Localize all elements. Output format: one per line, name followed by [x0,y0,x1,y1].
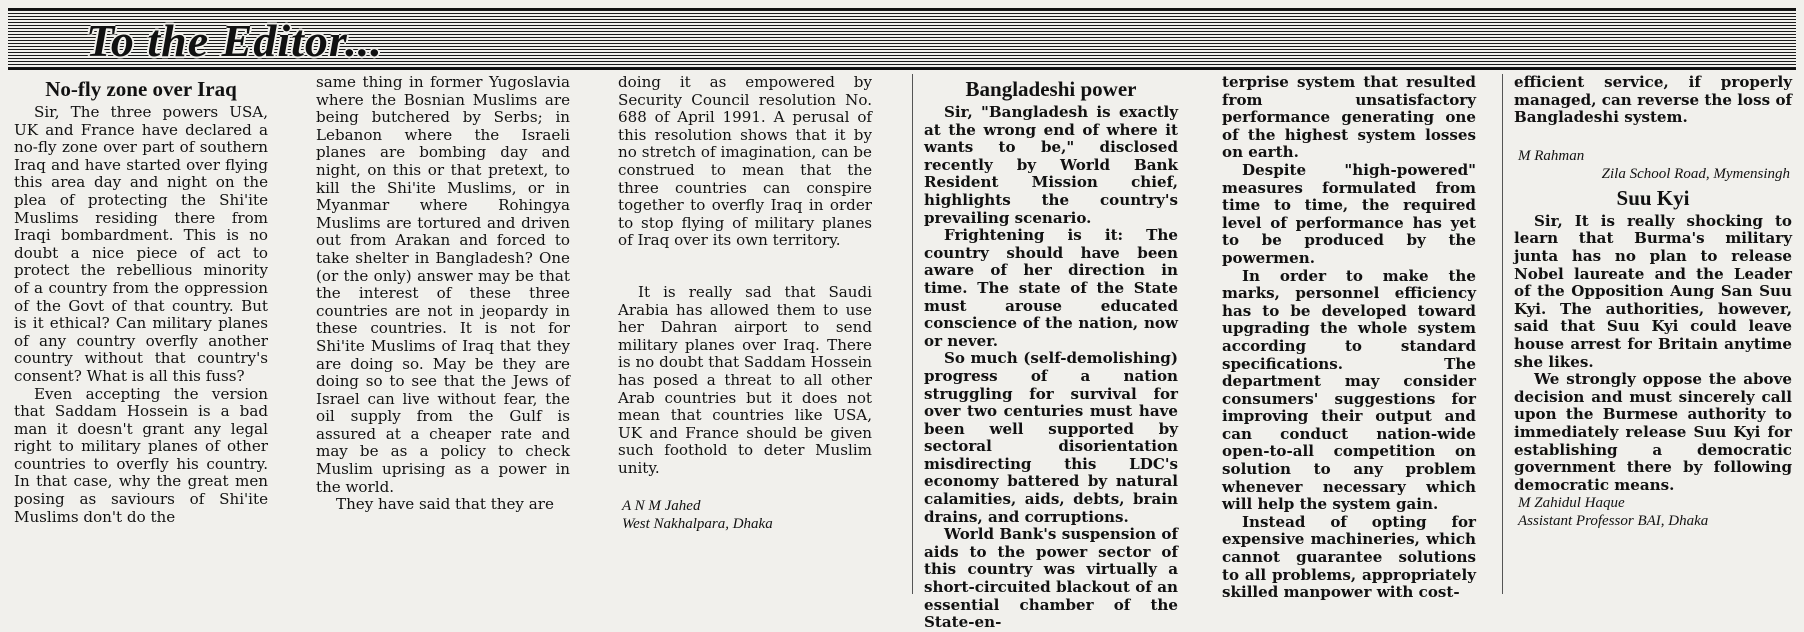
column-3 [612,74,878,606]
letter-paragraph: Sir, It is really shocking to learn that Burma's military junta has no plan to release Nobel laureate and the Leader of the Opposition Aung San Suu Kyi. The authorities, however, said that Suu Kyi could leave house arrest for Britain anytime she likes. [1514,211,1792,371]
signature-address: Assistant Professor BAI, Dhaka [1518,513,1709,530]
signature-name: M Zahidul Haque [1518,495,1625,512]
letter-paragraph: doing it as empowered by Security Council resolution No. 688 of April 1991. A perusal of this resolution shows that it by no stretch of imagination, can be construed to mean that the three countries can conspire together to overfly Iraq in order to stop flying of military planes of Iraq over its own territory. [618,73,872,250]
letter-paragraph: We strongly oppose the above decision and must sincerely call upon the Burmese authority to immediately release Suu Kyi for establishing a democratic government there by following democratic means. [1514,370,1792,494]
letter-paragraph: So much (self-demolishing) progress of a nation struggling for survival for over two centuries must have been well supported by sectoral disorientation misdirecting this LDC's economy battered by natural calamities, aids, debts, brain drains, and corruptions. [924,349,1178,526]
letter-paragraph: Even accepting the version that Saddam Hossein is a bad man it doesn't grant any legal right to military planes of other countries to overfly his country. In that case, why the great men posing as saviours of Shi'ite Muslims don't do the [14,384,268,526]
letter-paragraph: It is really sad that Saudi Arabia has allowed them to use her Dahran airport to send military planes over Iraq. There is no doubt that Saddam Hossein has posed a threat to all other Arab countries but it does not mean that countries like USA, UK and France should be given such foothold to deter Muslim unity. [618,282,872,477]
letter-paragraph: Sir, The three powers USA, UK and France have declared a no-fly zone over part of southern Iraq and have started over flying this area day and night on the plea of protecting the Shi'ite Muslims residing there from Iraqi bombardment. This is no doubt a nice piece of act to protect the rebellious minority of a country from the oppression of the Govt of that country. But is it ethical? Can military planes of any country overfly another country without that country's consent? What is all this fuss? [14,103,268,385]
column-6 [1508,74,1798,606]
letter-paragraph: Frightening is it: The country should have been aware of her direction in time. The state of the State must arouse educated conscience of the nation, now or never. [924,226,1178,350]
letter-paragraph: efficient service, if properly managed, can reverse the loss of Bangladeshi system. [1514,73,1792,127]
letter-paragraph: In order to make the marks, personnel efficiency has to be developed toward upgrading the whole system according to standard specifications. The department may consider consumers' suggestions for improving their output and can conduct nation-wide open-to-all competition on solution to any problem whenever necessary which will help the system gain. [1222,266,1476,514]
column-divider [1502,74,1503,594]
letter-paragraph: Sir, "Bangladesh is exactly at the wrong end of where it wants to be," disclosed recently by World Bank Resident Mission chief, highlights the country's prevailing scenario. [924,103,1178,227]
headline-bangladeshi-power: Bangladeshi power [965,77,1137,101]
letter-paragraph: terprise system that resulted from unsatisfactory performance generating one of the highest system losses on earth. [1222,73,1476,162]
letter-paragraph: Instead of opting for expensive machineries, which cannot guarantee solutions to all problems, appropriately skilled manpower with cost- [1222,512,1476,602]
signature-name: A N M Jahed [622,498,701,515]
headline-suu-kyi: Suu Kyi [1616,185,1690,210]
letter-paragraph: World Bank's suspension of aids to the power sector of this country was virtually a short-circuited blackout of an essential chamber of the State-en- [924,525,1178,632]
column-5 [1216,74,1482,606]
letter-paragraph: They have said that they are [336,495,554,514]
section-title: To the Editor... [86,15,383,66]
section-banner [8,8,1796,70]
column-divider [912,74,913,594]
column-1 [8,74,274,606]
signature-address: West Nakhalpara, Dhaka [622,516,773,533]
column-2 [310,74,576,606]
headline-no-fly-zone: No-fly zone over Iraq [45,77,237,101]
signature-name: M Rahman [1518,147,1585,164]
column-4 [918,74,1184,632]
signature-address: Zila School Road, Mymensingh [1601,165,1790,182]
letter-paragraph: Despite "high-powered" measures formulated from time to time, the required level of performance has yet to be produced by the powermen. [1222,160,1476,267]
letter-paragraph: same thing in former Yugoslavia where the Bosnian Muslims are being butchered by Serbs; in Lebanon where the Israeli planes are bombing day and night, on this or that pretext, to kill the Shi'ite Muslims, or in Myanmar where Rohingya Muslims are tortured and driven out from Arakan and forced to take shelter in Bangladesh? One (or the only) answer may be that the interest of these three countries are not in jeopardy in these countries. It is not for Shi'ite Muslims of Iraq that they are doing so. May be they are doing so to see that the Jews of Israel can live without fear, the oil supply from the Gulf is assured at a cheaper rate and may be as a policy to check Muslim uprising as a power in the world. [316,73,570,496]
